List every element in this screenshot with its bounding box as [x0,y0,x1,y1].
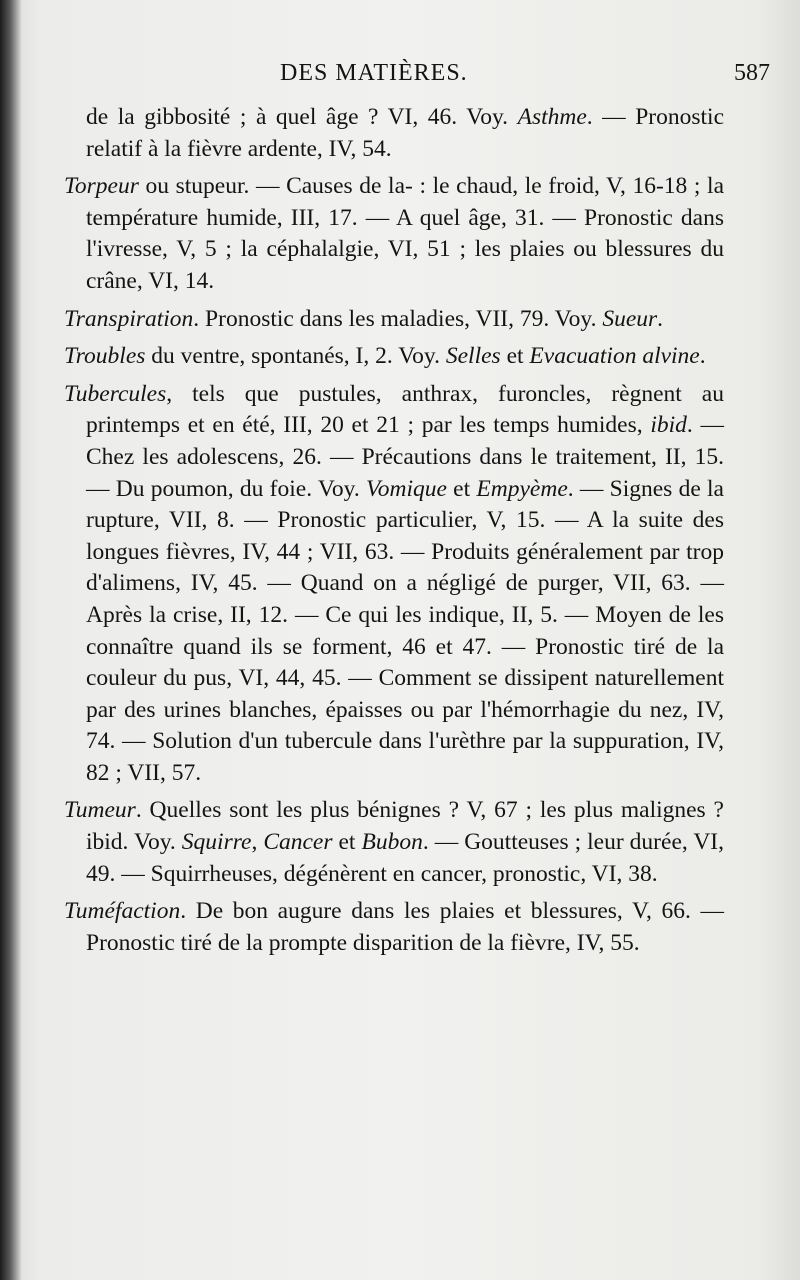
entry-headword: Troubles [64,343,146,370]
entry-headword: Tumeur [64,797,136,824]
cross-reference: Vomique [365,475,447,502]
entry-text: . — Pronostic relatif à la fièvre ardente, IV, 54. [86,104,724,162]
cross-reference: Squirre [181,829,252,856]
entry-text: . — Goutteuses ; leur durée, VI, 49. — Squirrheuses, dégénèrent en cancer, pronostic, VI, 38. [86,829,724,887]
index-entry-troubles [64,341,724,373]
index-entry-tumefaction [64,896,724,959]
entry-text: . [657,305,664,332]
index-entry-continuation [64,102,724,165]
cross-reference: ibid [650,412,687,439]
entry-text: . Quelles sont les plus bénignes ? V, 67 ; les plus malignes ? ibid. Voy. [86,797,724,856]
cross-reference: Asthme [517,104,587,130]
entry-text: du ventre, spontanés, I, 2. Voy. [145,343,446,370]
entry-headword: Tubercules [64,380,167,407]
index-entry-tubercules [64,379,724,790]
entry-text: . [699,343,706,370]
entry-text: et [332,829,362,856]
cross-reference: Evacuation alvine [529,343,700,370]
index-body [64,102,724,965]
page-gutter-shadow [0,0,22,1280]
index-entry-transpiration [64,304,724,336]
entry-headword: Transpiration [64,305,194,332]
entry-text: de la gibbosité ; à quel âge ? VI, 46. Voy. [86,104,518,130]
cross-reference: Bubon [361,829,423,856]
running-head: DES MATIÈRES. [280,60,468,86]
entry-headword: Tuméfaction [64,898,181,925]
page-number: 587 [734,60,770,86]
cross-reference: Cancer [263,829,333,856]
entry-text: , [251,829,264,856]
index-entry-tumeur [64,795,724,890]
entry-text: ou stupeur. — Causes de la- : le chaud, le froid, V, 16-18 ; la température humide, III, 17. — A quel âge, 31. — Pronostic dans l'ivresse, V, 5 ; la céphalalgie, VI, 51 ; les plaies ou blessures du crâne, VI, 14. [86,173,724,294]
entry-text: et [446,475,477,502]
entry-headword: Torpeur [64,173,139,200]
entry-text: . — Signes de la rupture, VII, 8. — Pronostic particulier, V, 15. — A la suite des longues fièvres, IV, 44 ; VII, 63. — Produits généralement par trop d'alimens, IV, 45. — Quand on a négligé de purger, VII, 63. — Après la crise, II, 12. — Ce qui les indique, II, 5. — Moyen de les connaître quand ils se forment, 46 et 47. — Pronostic tiré de la couleur du pus, VI, 44, 45. — Comment se dissipent naturellement par des urines blanches, épaisses ou par l'hémorrhagie du nez, IV, 74. — Solution d'un tubercule dans l'urèthre par la suppuration, IV, 82 ; VII, 57. [86,475,724,786]
cross-reference: Selles [445,343,501,370]
cross-reference: Empyème [476,475,568,502]
entry-text: . Pronostic dans les maladies, VII, 79. Voy. [193,305,603,332]
index-entry-torpeur [64,171,724,297]
entry-text: , tels que pustules, anthrax, furoncles, règnent au printemps et en été, III, 20 et 21 ; par les temps humides, [86,380,724,439]
page-header [60,60,770,94]
entry-text: et [500,343,530,370]
entry-text: . — Chez les adolescens, 26. — Précautions dans le traitement, II, 15. — Du poumon, du foie. Voy. [86,412,724,502]
entry-text: . De bon augure dans les plaies et blessures, V, 66. — Pronostic tiré de la prompte disparition de la fièvre, IV, 55. [86,898,724,956]
cross-reference: Sueur [602,305,658,332]
